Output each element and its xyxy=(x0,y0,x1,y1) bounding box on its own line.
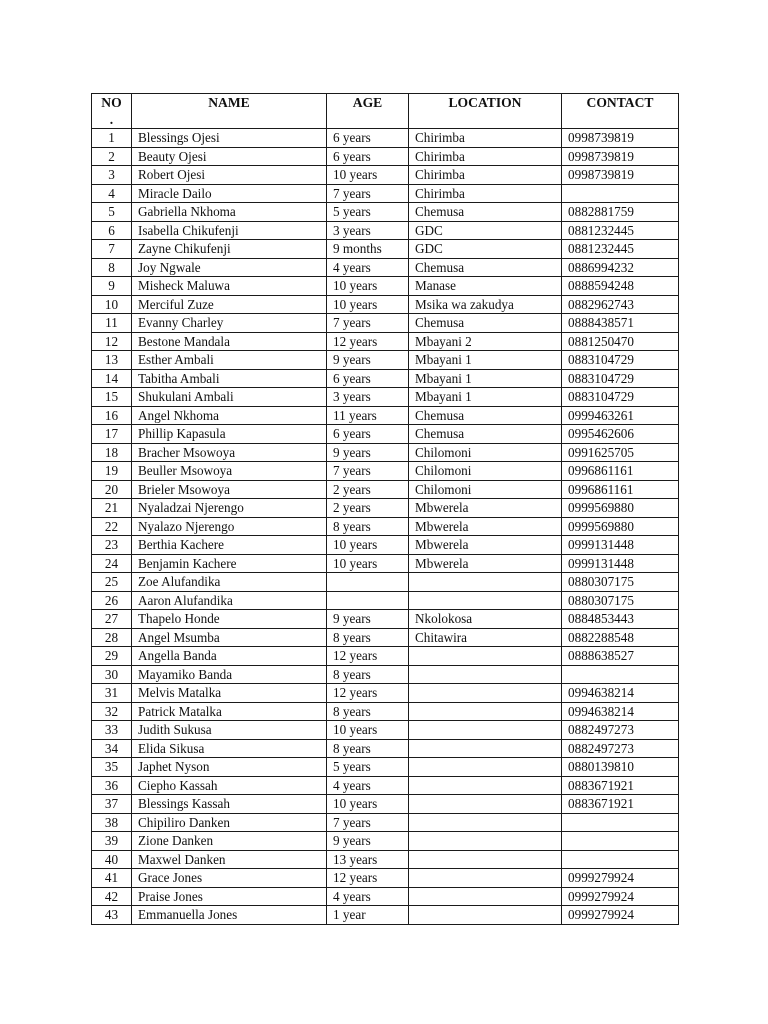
cell-contact: 0886994232 xyxy=(562,258,679,277)
table-row xyxy=(92,406,679,425)
cell-name: Esther Ambali xyxy=(132,351,327,370)
cell-contact: 0999279924 xyxy=(562,887,679,906)
cell-location: Chirimba xyxy=(409,147,562,166)
cell-location: Chemusa xyxy=(409,203,562,222)
cell-location: Chemusa xyxy=(409,258,562,277)
cell-location: Mbayani 1 xyxy=(409,388,562,407)
cell-name: Bracher Msowoya xyxy=(132,443,327,462)
cell-name: Maxwel Danken xyxy=(132,850,327,869)
cell-contact: 0882497273 xyxy=(562,721,679,740)
cell-location xyxy=(409,591,562,610)
cell-no: 37 xyxy=(92,795,132,814)
cell-no: 22 xyxy=(92,517,132,536)
cell-location: Mbayani 2 xyxy=(409,332,562,351)
cell-contact: 0999131448 xyxy=(562,554,679,573)
cell-no: 14 xyxy=(92,369,132,388)
cell-no: 25 xyxy=(92,573,132,592)
cell-age: 8 years xyxy=(327,702,409,721)
cell-location: Chemusa xyxy=(409,406,562,425)
cell-age: 8 years xyxy=(327,517,409,536)
cell-location xyxy=(409,647,562,666)
table-row xyxy=(92,332,679,351)
cell-age: 12 years xyxy=(327,684,409,703)
cell-no: 28 xyxy=(92,628,132,647)
cell-age: 5 years xyxy=(327,758,409,777)
cell-contact: 0998739819 xyxy=(562,129,679,148)
cell-location: GDC xyxy=(409,240,562,259)
cell-no: 35 xyxy=(92,758,132,777)
cell-no: 27 xyxy=(92,610,132,629)
cell-no: 8 xyxy=(92,258,132,277)
cell-name: Thapelo Honde xyxy=(132,610,327,629)
cell-location: Msika wa zakudya xyxy=(409,295,562,314)
table-row xyxy=(92,573,679,592)
cell-no: 31 xyxy=(92,684,132,703)
cell-location xyxy=(409,684,562,703)
table-row xyxy=(92,721,679,740)
cell-location xyxy=(409,721,562,740)
table-row xyxy=(92,517,679,536)
table-row xyxy=(92,166,679,185)
header-age: AGE xyxy=(327,94,409,129)
table-row xyxy=(92,665,679,684)
cell-no: 5 xyxy=(92,203,132,222)
cell-age: 10 years xyxy=(327,554,409,573)
cell-name: Japhet Nyson xyxy=(132,758,327,777)
cell-age: 1 year xyxy=(327,906,409,925)
cell-location: Mbwerela xyxy=(409,554,562,573)
cell-location xyxy=(409,776,562,795)
cell-age: 7 years xyxy=(327,184,409,203)
cell-age: 9 years xyxy=(327,443,409,462)
cell-location: Chemusa xyxy=(409,425,562,444)
cell-contact: 0999569880 xyxy=(562,499,679,518)
cell-age: 4 years xyxy=(327,776,409,795)
cell-name: Melvis Matalka xyxy=(132,684,327,703)
cell-contact: 0998739819 xyxy=(562,147,679,166)
cell-name: Blessings Ojesi xyxy=(132,129,327,148)
cell-name: Nyaladzai Njerengo xyxy=(132,499,327,518)
cell-age: 6 years xyxy=(327,369,409,388)
cell-contact: 0881232445 xyxy=(562,221,679,240)
cell-location: Chirimba xyxy=(409,129,562,148)
table-row xyxy=(92,295,679,314)
cell-no: 13 xyxy=(92,351,132,370)
cell-location xyxy=(409,758,562,777)
cell-location: Chilomoni xyxy=(409,443,562,462)
cell-age: 6 years xyxy=(327,147,409,166)
cell-age: 2 years xyxy=(327,499,409,518)
cell-no: 9 xyxy=(92,277,132,296)
table-row xyxy=(92,739,679,758)
cell-no: 1 xyxy=(92,129,132,148)
cell-name: Joy Ngwale xyxy=(132,258,327,277)
cell-location xyxy=(409,813,562,832)
cell-location: Chilomoni xyxy=(409,462,562,481)
cell-name: Aaron Alufandika xyxy=(132,591,327,610)
cell-no: 39 xyxy=(92,832,132,851)
table-row xyxy=(92,795,679,814)
cell-age: 4 years xyxy=(327,258,409,277)
cell-name: Angel Msumba xyxy=(132,628,327,647)
cell-location: GDC xyxy=(409,221,562,240)
cell-no: 32 xyxy=(92,702,132,721)
cell-contact xyxy=(562,184,679,203)
cell-contact: 0991625705 xyxy=(562,443,679,462)
cell-location: Nkolokosa xyxy=(409,610,562,629)
cell-age: 8 years xyxy=(327,665,409,684)
cell-no: 40 xyxy=(92,850,132,869)
cell-name: Isabella Chikufenji xyxy=(132,221,327,240)
cell-name: Patrick Matalka xyxy=(132,702,327,721)
table-row xyxy=(92,554,679,573)
cell-age: 6 years xyxy=(327,425,409,444)
cell-contact: 0882881759 xyxy=(562,203,679,222)
cell-name: Zoe Alufandika xyxy=(132,573,327,592)
cell-contact: 0999463261 xyxy=(562,406,679,425)
cell-age: 10 years xyxy=(327,295,409,314)
cell-location: Mbayani 1 xyxy=(409,351,562,370)
cell-no: 38 xyxy=(92,813,132,832)
cell-contact: 0880307175 xyxy=(562,591,679,610)
cell-age: 10 years xyxy=(327,721,409,740)
cell-age: 12 years xyxy=(327,332,409,351)
cell-contact: 0881232445 xyxy=(562,240,679,259)
cell-name: Misheck Maluwa xyxy=(132,277,327,296)
cell-contact: 0880307175 xyxy=(562,573,679,592)
cell-name: Brieler Msowoya xyxy=(132,480,327,499)
table-row xyxy=(92,184,679,203)
table-row xyxy=(92,776,679,795)
cell-name: Ciepho Kassah xyxy=(132,776,327,795)
table-row xyxy=(92,628,679,647)
cell-no: 33 xyxy=(92,721,132,740)
cell-location: Mbwerela xyxy=(409,499,562,518)
table-row xyxy=(92,813,679,832)
table-row xyxy=(92,443,679,462)
cell-name: Miracle Dailo xyxy=(132,184,327,203)
children-roster-table xyxy=(91,93,679,925)
cell-age: 2 years xyxy=(327,480,409,499)
cell-no: 24 xyxy=(92,554,132,573)
cell-contact: 0996861161 xyxy=(562,462,679,481)
cell-name: Praise Jones xyxy=(132,887,327,906)
table-row xyxy=(92,240,679,259)
cell-contact: 0882497273 xyxy=(562,739,679,758)
cell-location xyxy=(409,850,562,869)
cell-contact: 0996861161 xyxy=(562,480,679,499)
cell-age: 8 years xyxy=(327,628,409,647)
table-row xyxy=(92,221,679,240)
cell-name: Shukulani Ambali xyxy=(132,388,327,407)
cell-name: Tabitha Ambali xyxy=(132,369,327,388)
cell-contact: 0994638214 xyxy=(562,702,679,721)
cell-location xyxy=(409,832,562,851)
table-row xyxy=(92,610,679,629)
cell-no: 41 xyxy=(92,869,132,888)
table-row xyxy=(92,462,679,481)
cell-location xyxy=(409,702,562,721)
cell-no: 29 xyxy=(92,647,132,666)
cell-name: Benjamin Kachere xyxy=(132,554,327,573)
cell-no: 4 xyxy=(92,184,132,203)
cell-no: 36 xyxy=(92,776,132,795)
cell-location: Mbwerela xyxy=(409,517,562,536)
cell-no: 17 xyxy=(92,425,132,444)
cell-contact xyxy=(562,850,679,869)
cell-contact: 0883104729 xyxy=(562,369,679,388)
table-row xyxy=(92,702,679,721)
cell-name: Mayamiko Banda xyxy=(132,665,327,684)
table-row xyxy=(92,758,679,777)
cell-no: 21 xyxy=(92,499,132,518)
cell-name: Beuller Msowoya xyxy=(132,462,327,481)
cell-no: 11 xyxy=(92,314,132,333)
cell-contact: 0999569880 xyxy=(562,517,679,536)
cell-no: 12 xyxy=(92,332,132,351)
cell-age: 6 years xyxy=(327,129,409,148)
table-row xyxy=(92,129,679,148)
cell-name: Angella Banda xyxy=(132,647,327,666)
cell-location: Chilomoni xyxy=(409,480,562,499)
cell-name: Gabriella Nkhoma xyxy=(132,203,327,222)
header-location: LOCATION xyxy=(409,94,562,129)
cell-age: 7 years xyxy=(327,462,409,481)
cell-no: 16 xyxy=(92,406,132,425)
cell-location: Chirimba xyxy=(409,166,562,185)
cell-location: Chemusa xyxy=(409,314,562,333)
cell-age: 9 years xyxy=(327,351,409,370)
cell-contact: 0999131448 xyxy=(562,536,679,555)
table-row xyxy=(92,869,679,888)
cell-location xyxy=(409,665,562,684)
cell-contact: 0994638214 xyxy=(562,684,679,703)
cell-name: Beauty Ojesi xyxy=(132,147,327,166)
cell-age: 11 years xyxy=(327,406,409,425)
header-row xyxy=(92,94,679,129)
cell-name: Phillip Kapasula xyxy=(132,425,327,444)
cell-age: 9 years xyxy=(327,832,409,851)
table-row xyxy=(92,425,679,444)
table-row xyxy=(92,591,679,610)
cell-name: Angel Nkhoma xyxy=(132,406,327,425)
cell-age: 8 years xyxy=(327,739,409,758)
cell-no: 15 xyxy=(92,388,132,407)
cell-name: Emmanuella Jones xyxy=(132,906,327,925)
cell-location xyxy=(409,887,562,906)
cell-no: 20 xyxy=(92,480,132,499)
cell-age: 7 years xyxy=(327,314,409,333)
cell-name: Nyalazo Njerengo xyxy=(132,517,327,536)
cell-no: 34 xyxy=(92,739,132,758)
cell-age xyxy=(327,573,409,592)
header-contact: CONTACT xyxy=(562,94,679,129)
cell-age: 3 years xyxy=(327,221,409,240)
cell-location xyxy=(409,573,562,592)
cell-no: 26 xyxy=(92,591,132,610)
table-row xyxy=(92,536,679,555)
table-row xyxy=(92,369,679,388)
table-row xyxy=(92,906,679,925)
cell-age: 10 years xyxy=(327,166,409,185)
table-row xyxy=(92,351,679,370)
cell-no: 43 xyxy=(92,906,132,925)
cell-age: 5 years xyxy=(327,203,409,222)
cell-age: 3 years xyxy=(327,388,409,407)
cell-contact: 0999279924 xyxy=(562,869,679,888)
cell-no: 42 xyxy=(92,887,132,906)
cell-contact: 0882288548 xyxy=(562,628,679,647)
cell-contact: 0884853443 xyxy=(562,610,679,629)
cell-no: 30 xyxy=(92,665,132,684)
cell-no: 18 xyxy=(92,443,132,462)
cell-no: 6 xyxy=(92,221,132,240)
cell-contact: 0998739819 xyxy=(562,166,679,185)
cell-name: Blessings Kassah xyxy=(132,795,327,814)
cell-contact xyxy=(562,832,679,851)
table-row xyxy=(92,480,679,499)
cell-name: Chipiliro Danken xyxy=(132,813,327,832)
cell-contact: 0880139810 xyxy=(562,758,679,777)
cell-no: 23 xyxy=(92,536,132,555)
cell-age: 12 years xyxy=(327,647,409,666)
cell-no: 2 xyxy=(92,147,132,166)
cell-contact: 0882962743 xyxy=(562,295,679,314)
cell-name: Evanny Charley xyxy=(132,314,327,333)
cell-age: 12 years xyxy=(327,869,409,888)
cell-name: Zione Danken xyxy=(132,832,327,851)
table-row xyxy=(92,684,679,703)
table-row xyxy=(92,388,679,407)
cell-location: Mbayani 1 xyxy=(409,369,562,388)
cell-age: 10 years xyxy=(327,277,409,296)
cell-contact: 0883104729 xyxy=(562,351,679,370)
cell-age: 9 years xyxy=(327,610,409,629)
cell-location: Chirimba xyxy=(409,184,562,203)
table-row xyxy=(92,832,679,851)
cell-contact xyxy=(562,813,679,832)
cell-contact: 0995462606 xyxy=(562,425,679,444)
cell-name: Bestone Mandala xyxy=(132,332,327,351)
header-no: NO . xyxy=(92,94,132,129)
cell-contact: 0883104729 xyxy=(562,388,679,407)
table-row xyxy=(92,203,679,222)
cell-name: Merciful Zuze xyxy=(132,295,327,314)
header-name: NAME xyxy=(132,94,327,129)
table-row xyxy=(92,647,679,666)
cell-name: Berthia Kachere xyxy=(132,536,327,555)
cell-location: Mbwerela xyxy=(409,536,562,555)
cell-location xyxy=(409,906,562,925)
cell-contact: 0888438571 xyxy=(562,314,679,333)
cell-contact: 0999279924 xyxy=(562,906,679,925)
table-row xyxy=(92,499,679,518)
cell-location: Chitawira xyxy=(409,628,562,647)
cell-location: Manase xyxy=(409,277,562,296)
cell-age: 9 months xyxy=(327,240,409,259)
cell-name: Grace Jones xyxy=(132,869,327,888)
cell-no: 19 xyxy=(92,462,132,481)
cell-no: 10 xyxy=(92,295,132,314)
cell-location xyxy=(409,795,562,814)
cell-name: Zayne Chikufenji xyxy=(132,240,327,259)
cell-age xyxy=(327,591,409,610)
cell-contact: 0888638527 xyxy=(562,647,679,666)
cell-location xyxy=(409,869,562,888)
table-row xyxy=(92,277,679,296)
cell-age: 10 years xyxy=(327,536,409,555)
cell-age: 7 years xyxy=(327,813,409,832)
roster-body xyxy=(92,129,679,925)
table-row xyxy=(92,314,679,333)
cell-no: 3 xyxy=(92,166,132,185)
table-row xyxy=(92,887,679,906)
table-row xyxy=(92,147,679,166)
cell-name: Robert Ojesi xyxy=(132,166,327,185)
cell-age: 13 years xyxy=(327,850,409,869)
cell-contact: 0883671921 xyxy=(562,795,679,814)
cell-age: 10 years xyxy=(327,795,409,814)
cell-location xyxy=(409,739,562,758)
cell-contact: 0888594248 xyxy=(562,277,679,296)
cell-name: Judith Sukusa xyxy=(132,721,327,740)
cell-no: 7 xyxy=(92,240,132,259)
cell-name: Elida Sikusa xyxy=(132,739,327,758)
cell-contact: 0881250470 xyxy=(562,332,679,351)
table-row xyxy=(92,850,679,869)
cell-age: 4 years xyxy=(327,887,409,906)
table-row xyxy=(92,258,679,277)
cell-contact xyxy=(562,665,679,684)
cell-contact: 0883671921 xyxy=(562,776,679,795)
